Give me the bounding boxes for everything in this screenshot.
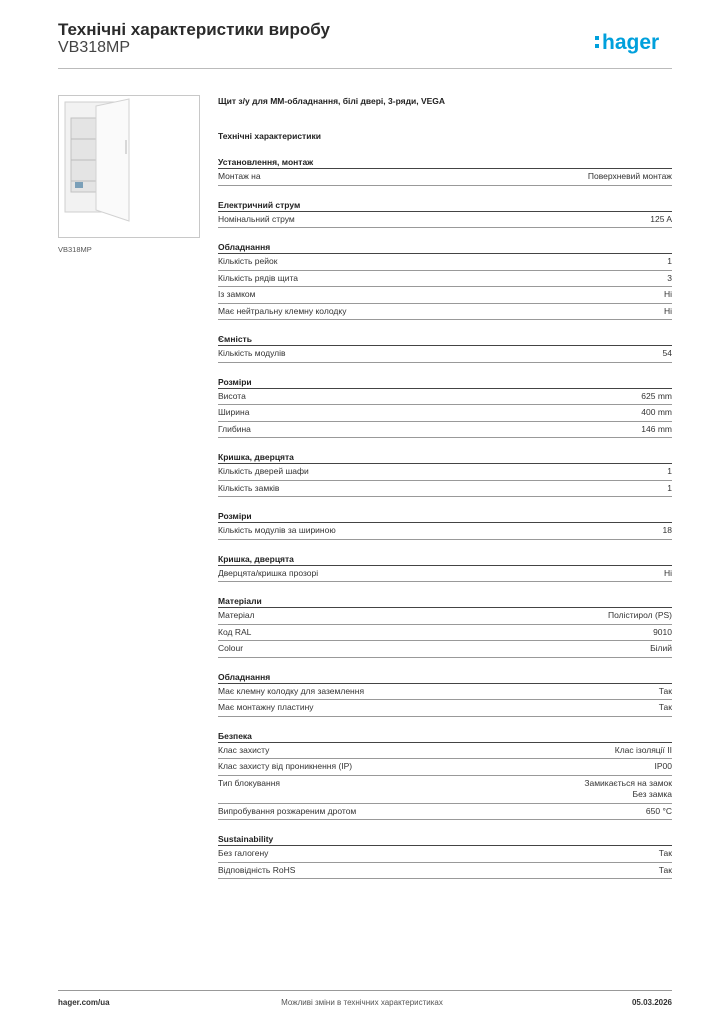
spec-value: 3 xyxy=(667,272,672,283)
section-title: Технічні характеристики xyxy=(218,131,321,141)
spec-row xyxy=(218,759,672,776)
spec-value: 18 xyxy=(662,525,672,535)
spec-value: 125 A xyxy=(650,213,672,224)
spec-value: IP00 xyxy=(654,761,672,771)
spec-group xyxy=(218,730,672,821)
spec-value: 9010 xyxy=(653,626,672,637)
spec-row xyxy=(218,346,672,363)
spec-row xyxy=(218,625,672,642)
spec-row xyxy=(218,863,672,880)
spec-group xyxy=(218,333,672,363)
spec-value: 54 xyxy=(662,348,672,358)
spec-row xyxy=(218,700,672,717)
spec-row xyxy=(218,641,672,658)
spec-label: Номінальний струм xyxy=(218,213,295,224)
spec-value: 400 mm xyxy=(641,407,672,417)
spec-row xyxy=(218,271,672,288)
spec-group xyxy=(218,510,672,540)
spec-group-title: Кришка, дверцята xyxy=(218,451,672,464)
spec-group-title: Кришка, дверцята xyxy=(218,553,672,566)
spec-value: 650 °C xyxy=(645,805,672,816)
spec-label: Має клемну колодку для заземлення xyxy=(218,685,365,696)
spec-label: Матеріал xyxy=(218,610,255,620)
spec-value: Білий xyxy=(650,643,672,653)
spec-group-title: Sustainability xyxy=(218,833,672,846)
spec-group-title: Розміри xyxy=(218,376,672,389)
product-description: Щит з/у для ММ-обладнання, білі двері, 3-ряди, VEGA xyxy=(218,96,446,106)
spec-row xyxy=(218,405,672,422)
spec-label: Кількість замків xyxy=(218,482,280,493)
spec-value: Поверхневий монтаж xyxy=(587,171,672,181)
spec-label: Із замком xyxy=(218,289,256,299)
footer-divider xyxy=(58,990,672,991)
spec-value: Так xyxy=(658,685,672,696)
spec-label: Кількість модулів за шириною xyxy=(218,525,336,535)
spec-group-title: Установлення, монтаж xyxy=(218,156,672,169)
spec-group-title: Ємність xyxy=(218,333,672,346)
spec-label: Кількість рядів щита xyxy=(218,272,298,283)
header-divider xyxy=(58,68,672,69)
spec-group-title: Безпека xyxy=(218,730,672,743)
spec-row xyxy=(218,169,672,186)
spec-group xyxy=(218,671,672,717)
page-title: Технічні характеристики виробу xyxy=(58,20,330,39)
hager-logo xyxy=(594,27,672,57)
spec-row xyxy=(218,846,672,863)
spec-value: Замикається на замок Без замка xyxy=(584,777,672,799)
spec-value: 625 mm xyxy=(641,390,672,401)
spec-group xyxy=(218,156,672,186)
spec-label: Монтаж на xyxy=(218,171,261,181)
spec-row xyxy=(218,804,672,821)
spec-label: Клас захисту xyxy=(218,744,270,755)
spec-group xyxy=(218,451,672,497)
specs-table xyxy=(218,156,672,892)
spec-value: Ні xyxy=(663,567,672,578)
spec-label: Висота xyxy=(218,390,246,401)
spec-label: Має монтажну пластину xyxy=(218,702,314,712)
spec-label: Colour xyxy=(218,643,244,653)
spec-row xyxy=(218,287,672,304)
spec-group-title: Розміри xyxy=(218,510,672,523)
spec-value: Так xyxy=(658,702,672,712)
spec-value: Ні xyxy=(663,289,672,299)
spec-value: Полістирол (PS) xyxy=(608,610,672,620)
spec-value: 1 xyxy=(667,256,672,266)
footer-website[interactable]: hager.com/ua xyxy=(58,998,110,1007)
spec-label: Має нейтральну клемну колодку xyxy=(218,305,347,316)
spec-row xyxy=(218,523,672,540)
spec-value: Так xyxy=(658,848,672,858)
spec-label: Глибина xyxy=(218,423,251,434)
spec-label: Ширина xyxy=(218,407,250,417)
footer-disclaimer: Можливі зміни в технічних характеристиках xyxy=(281,998,443,1007)
spec-row xyxy=(218,684,672,701)
spec-row xyxy=(218,304,672,321)
spec-value: Клас ізоляції II xyxy=(614,744,672,755)
spec-row xyxy=(218,422,672,439)
image-caption: VB318MP xyxy=(58,245,92,254)
spec-row xyxy=(218,776,672,804)
spec-group-title: Електричний струм xyxy=(218,199,672,212)
spec-label: Кількість модулів xyxy=(218,348,286,358)
spec-group-title: Обладнання xyxy=(218,241,672,254)
footer-date: 05.03.2026 xyxy=(631,998,672,1007)
spec-group xyxy=(218,833,672,879)
spec-group xyxy=(218,595,672,658)
logo-wordmark: hager xyxy=(602,31,660,54)
spec-row xyxy=(218,254,672,271)
enclosure-illustration xyxy=(59,96,199,237)
spec-group-title: Обладнання xyxy=(218,671,672,684)
spec-value: Так xyxy=(658,864,672,875)
spec-label: Випробування розжареним дротом xyxy=(218,805,357,816)
spec-row xyxy=(218,464,672,481)
spec-row xyxy=(218,389,672,406)
spec-row xyxy=(218,212,672,229)
spec-group xyxy=(218,241,672,320)
spec-row xyxy=(218,566,672,583)
product-image xyxy=(58,95,200,238)
product-code: VB318MP xyxy=(58,39,131,56)
spec-row xyxy=(218,608,672,625)
spec-label: Клас захисту від проникнення (IP) xyxy=(218,761,353,771)
spec-value: Ні xyxy=(663,305,672,316)
spec-label: Кількість дверей шафи xyxy=(218,466,309,476)
spec-label: Тип блокування xyxy=(218,777,281,788)
spec-row xyxy=(218,481,672,498)
spec-row xyxy=(218,743,672,760)
spec-group-title: Матеріали xyxy=(218,595,672,608)
spec-value: 1 xyxy=(667,466,672,476)
spec-label: Код RAL xyxy=(218,626,252,637)
spec-value: 1 xyxy=(667,482,672,493)
spec-label: Дверцята/кришка прозорі xyxy=(218,567,319,578)
spec-label: Кількість рейок xyxy=(218,256,278,266)
spec-label: Без галогену xyxy=(218,848,269,858)
spec-group xyxy=(218,553,672,583)
spec-group xyxy=(218,199,672,229)
spec-value: 146 mm xyxy=(641,423,672,434)
spec-label: Відповідність RoHS xyxy=(218,864,296,875)
spec-group xyxy=(218,376,672,439)
